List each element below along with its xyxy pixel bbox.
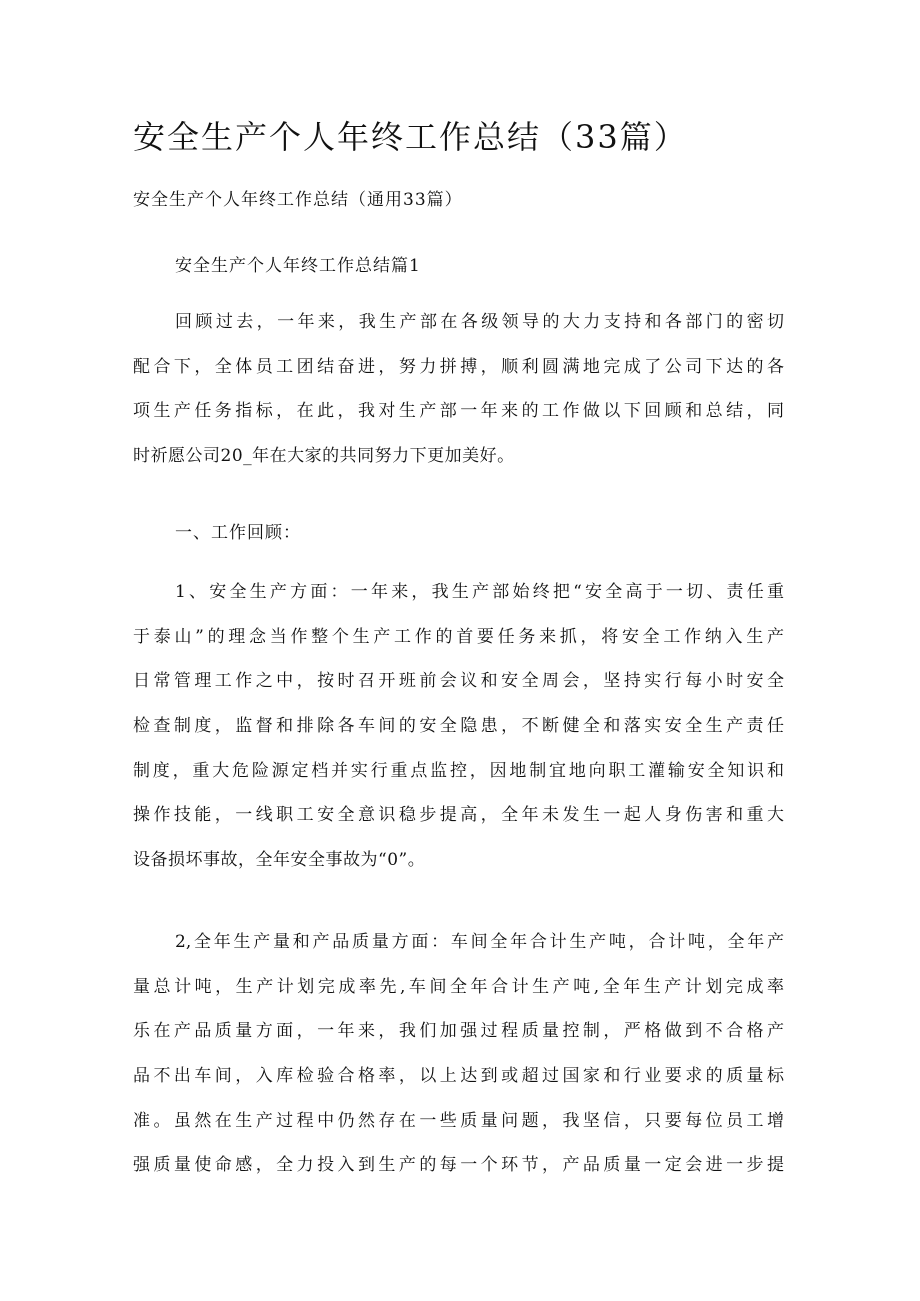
paragraph-line: 1、安全生产方面：一年来，我生产部始终把“安全高于一切、责任重 bbox=[175, 582, 784, 602]
heading-work-review: 一、工作回顾： bbox=[175, 523, 301, 543]
section-title: 安全生产个人年终工作总结篇1 bbox=[175, 256, 421, 276]
paragraph-line: 乐在产品质量方面，一年来，我们加强过程质量控制，严格做到不合格产 bbox=[133, 1021, 784, 1042]
paragraph-line: 准。虽然在生产过程中仍然存在一些质量问题，我坚信，只要每位员工增 bbox=[133, 1110, 784, 1131]
paragraph-line: 操作技能，一线职工安全意识稳步提高，全年未发生一起人身伤害和重大 bbox=[133, 805, 784, 826]
document-subtitle: 安全生产个人年终工作总结（通用33篇） bbox=[133, 190, 463, 210]
paragraph-line: 设备损坏事故，全年安全事故为“0”。 bbox=[133, 850, 426, 871]
paragraph-line: 于泰山”的理念当作整个生产工作的首要任务来抓，将安全工作纳入生产 bbox=[133, 626, 784, 647]
paragraph-line: 量总计吨，生产计划完成率先,车间全年合计生产吨,全年生产计划完成率 bbox=[133, 976, 784, 997]
paragraph-line: 2,全年生产量和产品质量方面：车间全年合计生产吨，合计吨，全年产 bbox=[175, 932, 784, 952]
paragraph-line: 检查制度，监督和排除各车间的安全隐患，不断健全和落实安全生产责任 bbox=[133, 716, 784, 737]
document-title: 安全生产个人年终工作总结（33篇） bbox=[133, 118, 688, 156]
paragraph-line: 回顾过去，一年来，我生产部在各级领导的大力支持和各部门的密切 bbox=[175, 312, 784, 332]
paragraph-line: 项生产任务指标，在此，我对生产部一年来的工作做以下回顾和总结，同 bbox=[133, 401, 784, 422]
paragraph-line: 日常管理工作之中，按时召开班前会议和安全周会，坚持实行每小时安全 bbox=[133, 671, 784, 692]
paragraph-line: 时祈愿公司20_年在大家的共同努力下更加美好。 bbox=[133, 446, 515, 467]
paragraph-line: 强质量使命感，全力投入到生产的每一个环节，产品质量一定会进一步提 bbox=[133, 1155, 784, 1176]
paragraph-line: 品不出车间，入库检验合格率，以上达到或超过国家和行业要求的质量标 bbox=[133, 1066, 784, 1087]
paragraph-line: 制度，重大危险源定档并实行重点监控，因地制宜地向职工灌输安全知识和 bbox=[133, 760, 784, 781]
paragraph-line: 配合下，全体员工团结奋进，努力拼搏，顺利圆满地完成了公司下达的各 bbox=[133, 356, 784, 377]
paragraph-review bbox=[133, 300, 784, 479]
paragraph-production bbox=[133, 920, 784, 1188]
paragraph-safety bbox=[133, 570, 784, 883]
